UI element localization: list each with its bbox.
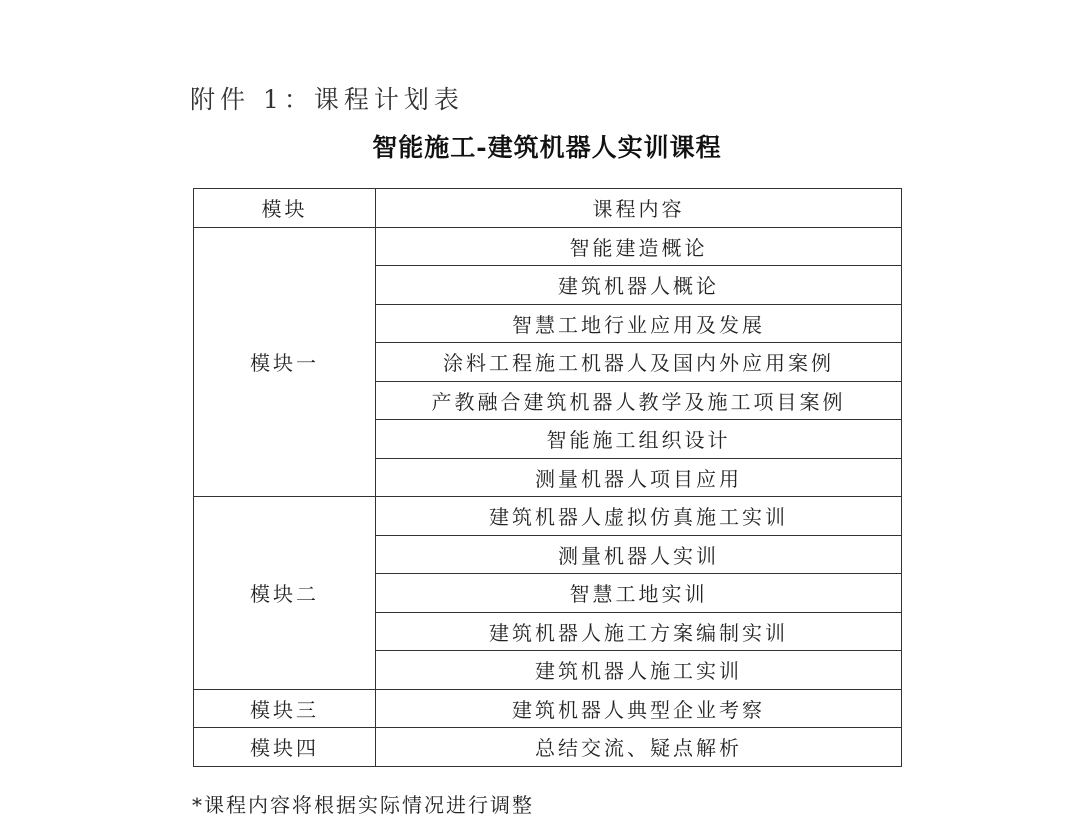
module-3-cell: 模块三 [194,689,376,728]
module-2-cell: 模块二 [194,497,376,690]
attachment-label: 附件 1：课程计划表 [190,85,464,114]
course-content-cell: 涂料工程施工机器人及国内外应用案例 [376,343,902,382]
course-content-cell: 智能施工组织设计 [376,420,902,459]
course-content-cell: 智慧工地实训 [376,574,902,613]
course-content-cell: 测量机器人项目应用 [376,458,902,497]
course-content-cell: 总结交流、疑点解析 [376,728,902,767]
course-content-cell: 建筑机器人虚拟仿真施工实训 [376,497,902,536]
course-content-cell: 智慧工地行业应用及发展 [376,304,902,343]
table-row [194,497,902,536]
page-title: 智能施工-建筑机器人实训课程 [372,133,722,162]
course-content-cell: 产教融合建筑机器人教学及施工项目案例 [376,381,902,420]
module-1-cell: 模块一 [194,227,376,497]
table-row [194,227,902,266]
course-content-cell: 建筑机器人概论 [376,266,902,305]
module-4-cell: 模块四 [194,728,376,767]
footnote: *课程内容将根据实际情况进行调整 [192,793,534,817]
table-row [194,728,902,767]
table-row [194,689,902,728]
header-course-content: 课程内容 [376,189,902,228]
course-content-cell: 建筑机器人施工方案编制实训 [376,612,902,651]
course-content-cell: 建筑机器人施工实训 [376,651,902,690]
course-content-cell: 测量机器人实训 [376,535,902,574]
header-module: 模块 [194,189,376,228]
course-content-cell: 建筑机器人典型企业考察 [376,689,902,728]
course-plan-table [193,188,902,767]
table-header-row [194,189,902,228]
course-content-cell: 智能建造概论 [376,227,902,266]
